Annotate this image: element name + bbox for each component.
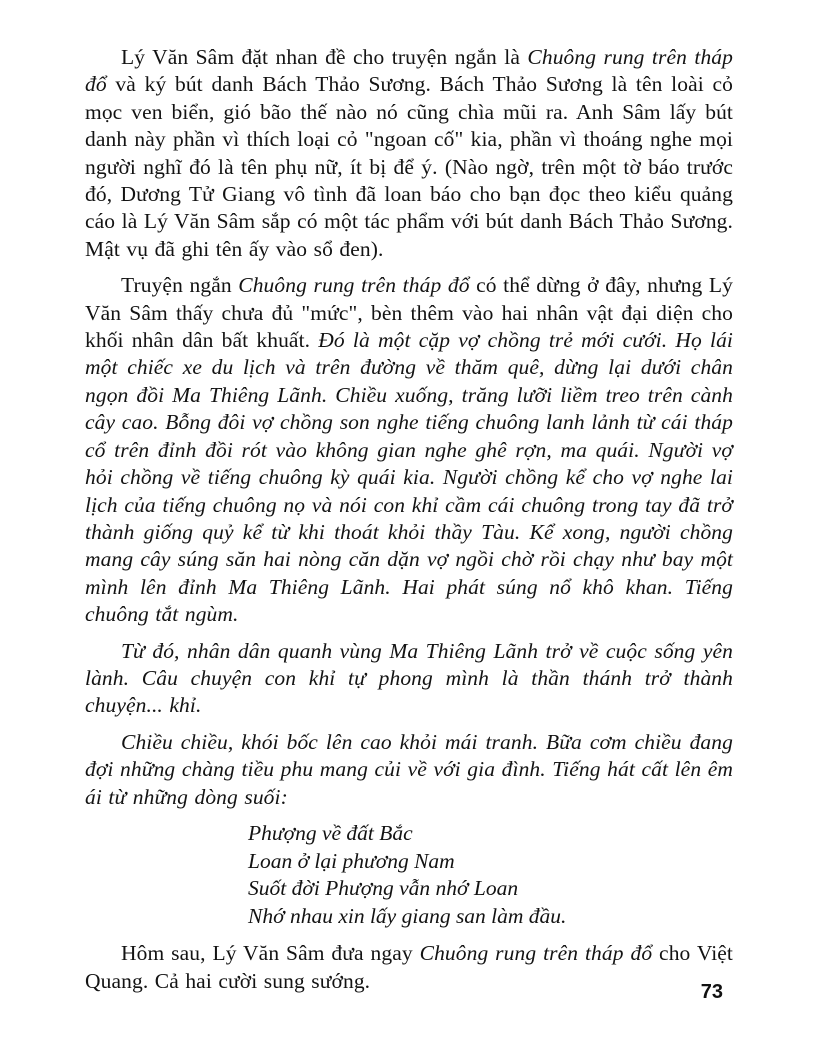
paragraph-3 <box>85 638 733 720</box>
page-number: 73 <box>700 981 723 1003</box>
italic-text-segment: Chiều chiều, khói bốc lên cao khỏi mái tranh. Bữa cơm chiều đang đợi những chàng tiều phu mang củi về với gia đình. Tiếng hát cất lên êm ái từ những dòng suối: <box>85 729 733 809</box>
italic-text-segment: Chuông rung trên tháp đổ <box>419 941 653 966</box>
paragraph-6 <box>85 940 733 995</box>
text-segment: có thể dừng ở đây, nhưng Lý Văn Sâm thấy chưa đủ "mức", bèn thêm vào hai nhân vật đại diện cho khối nhân dân bất khuất. <box>85 273 733 353</box>
text-segment: Lý Văn Sâm đặt nhan đề cho truyện ngắn là <box>121 45 528 69</box>
paragraph-1 <box>85 44 733 263</box>
italic-text-segment: Chuông rung trên tháp đổ <box>238 273 470 298</box>
paragraph-2 <box>85 272 733 628</box>
text-segment: Hôm sau, Lý Văn Sâm đưa ngay <box>121 941 420 966</box>
poem-line: Suốt đời Phượng vẫn nhớ Loan <box>248 876 519 901</box>
page-text <box>85 44 733 1004</box>
poem-stanza <box>248 820 733 930</box>
paragraph-4 <box>85 729 733 811</box>
poem-line: Phượng về đất Bắc <box>248 820 413 845</box>
poem-line: Loan ở lại phương Nam <box>248 848 455 873</box>
text-segment: Truyện ngắn <box>121 273 239 298</box>
poem-line: Nhớ nhau xin lấy giang san làm đầu. <box>248 903 567 928</box>
italic-text-segment: Từ đó, nhân dân quanh vùng Ma Thiêng Lãnh trở về cuộc sống yên lành. Câu chuyện con khỉ tự phong mình là thần thánh trở thành chuyện... khỉ. <box>85 638 733 718</box>
text-segment: và ký bút danh Bách Thảo Sương. Bách Thảo Sương là tên loài cỏ mọc ven biển, gió bão thế nào nó cũng chìa mũi ra. Anh Sâm lấy bút danh này phần vì thích loại cỏ "ngoan cố" kia, phần vì thoáng nghe mọi người nghĩ đó là tên phụ nữ, ít bị để ý. (Nào ngờ, trên một tờ báo trước đó, Dương Tử Giang vô tình đã loan báo cho bạn đọc theo kiểu quảng cáo là Lý Văn Sâm sắp có một tác phẩm với bút danh Bách Thảo Sương. Mật vụ đã ghi tên ấy vào sổ đen). <box>85 72 733 261</box>
text-segment: cho Việt Quang. Cả hai cười sung sướng. <box>85 941 734 993</box>
italic-text-segment: Đó là một cặp vợ chồng trẻ mới cưới. Họ lái một chiếc xe du lịch và trên đường về thăm quê, dừng lại dưới chân ngọn đồi Ma Thiêng Lãnh. Chiều xuống, trăng lưỡi liềm treo trên cành cây cao. Bỗng đôi vợ chồng son nghe tiếng chuông lanh lảnh từ cái tháp cổ trên đỉnh đồi rót vào không gian nghe ghê rợn, ma quái. Người vợ hỏi chồng về tiếng chuông kỳ quái kia. Người chồng kể cho vợ nghe lai lịch của tiếng chuông nọ và nói con khỉ cầm cái chuông trong tay đã trở thành giống quỷ kể từ khi thoát khỏi thầy Tàu. Kể xong, người chồng mang cây súng săn hai nòng căn dặn vợ ngồi chờ rồi chạy như bay một mình lên đỉnh Ma Thiêng Lãnh. Hai phát súng nổ khô khan. Tiếng chuông tắt ngùm. <box>85 328 734 627</box>
italic-text-segment: Chuông rung trên tháp đổ <box>85 45 733 97</box>
